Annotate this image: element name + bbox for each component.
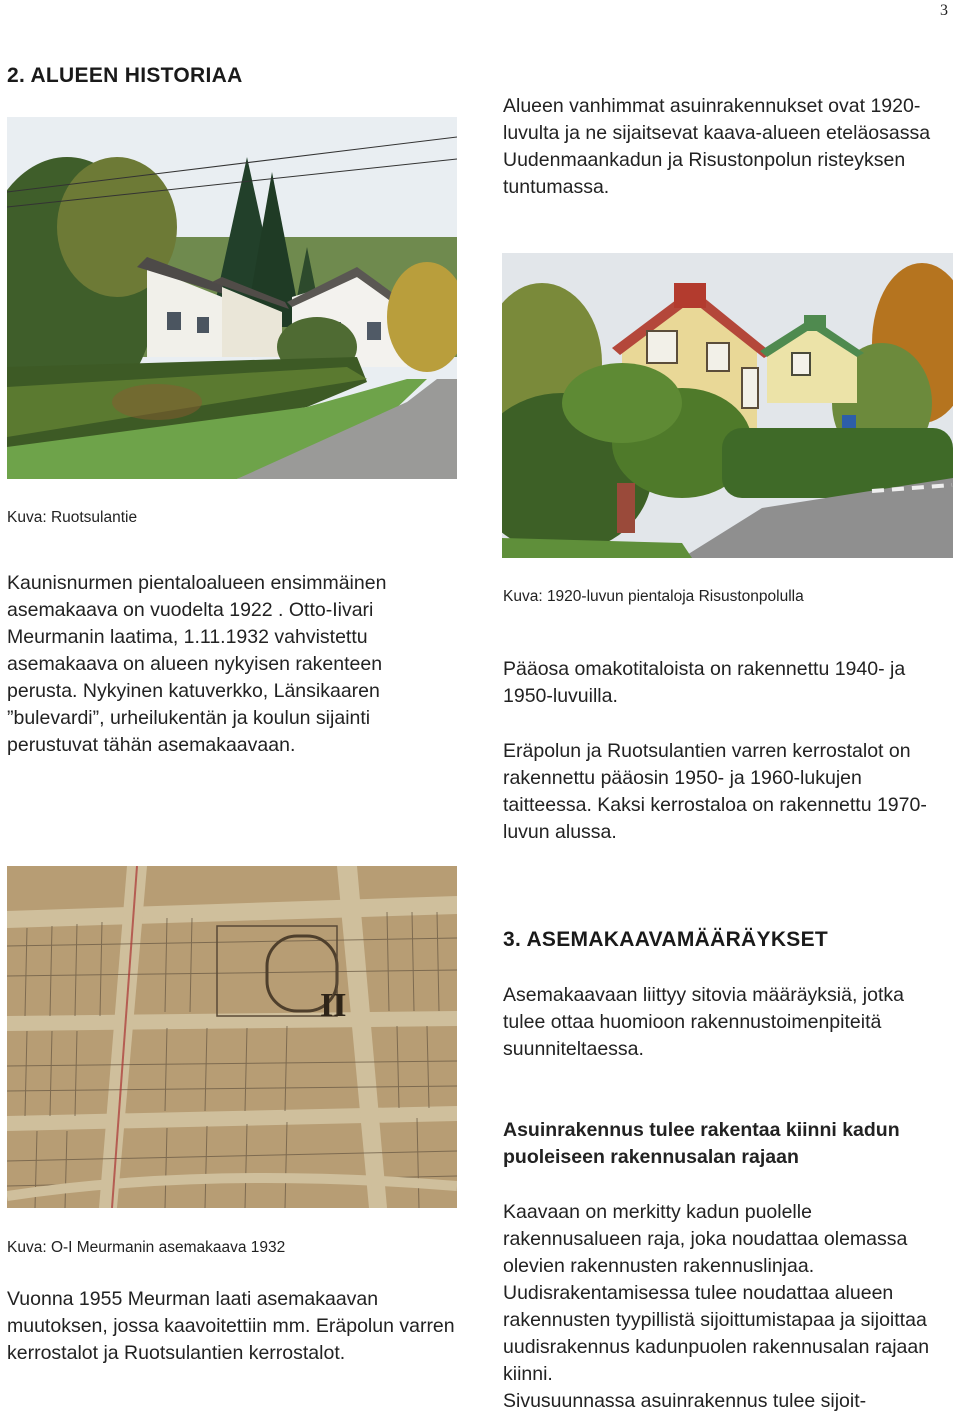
page-number: 3 (940, 2, 948, 19)
photo-ruotsulantie-caption: Kuva: Ruotsulantie (7, 509, 138, 526)
map-roman-numeral: II (320, 987, 347, 1024)
history-intro-text: Alueen vanhimmat asuinrakennukset ovat 1920-luvulta ja ne sijaitsevat kaava-alueen eteläosassa Uudenmaankadun ja Risustonpolun risteyksen tuntumassa. (503, 95, 931, 198)
section-heading-regulations: 3. ASEMAKAAVAMÄÄRÄYKSET (503, 928, 829, 951)
regulation-paragraph: Kaavaan on merkitty kadun puolelle rakennusalueen raja, joka noudattaa olemassa olevien rakennusten rakennuslinjaa. Uudisrakentamisessa tulee noudattaa alueen rakennusten tyypillistä sijoittumistapaa ja sijoittaa uudisrakennus kadunpuolen rakennusalan rajaan kiinni. (503, 1201, 930, 1385)
section-heading-history: 2. ALUEEN HISTORIAA (7, 64, 243, 87)
houses-paragraph: Pääosa omakotitaloista on rakennettu 1940- ja 1950-luvuilla. (503, 658, 906, 707)
regulations-intro-text: Asemakaavaan liittyy sitovia määräyksiä, jotka tulee ottaa huomioon rakennustoimenpiteitä suunniteltaessa. (503, 984, 904, 1060)
photo-ruotsulantie (7, 117, 457, 479)
side-placement-text: Sivusuunnassa asuinrakennus tulee sijoit- (503, 1390, 867, 1412)
apartment-blocks-paragraph: Eräpolun ja Ruotsulantien varren kerrostalot on rakennettu pääosin 1950- ja 1960-lukujen taitteessa. Kaksi kerrostaloa on rakennettu 1970-luvun alussa. (503, 740, 927, 843)
map-meurman-1932 (7, 866, 457, 1208)
regulation-subheading: Asuinrakennus tulee rakentaa kiinni kadun puoleiseen rakennusalan rajaan (503, 1119, 900, 1168)
map-caption: Kuva: O-I Meurmanin asemakaava 1932 (7, 1239, 286, 1256)
photo-houses-caption: Kuva: 1920-luvun pientaloja Risustonpolulla (503, 588, 804, 605)
history-paragraph: Kaunisnurmen pientaloalueen ensimmäinen asemakaava on vuodelta 1922 . Otto-Iivari Meurmanin laatima, 1.11.1932 vahvistettu asemakaava on alueen nykyisen rakenteen perusta. Nykyinen katuverkko, Länsikaaren ”bulevardi”, urheilukentän ja koulun sijainti perustuvat tähän asemakaavaan. (7, 572, 387, 756)
photo-risustonpolku-houses (502, 253, 953, 558)
change-1955-paragraph: Vuonna 1955 Meurman laati asemakaavan muutoksen, jossa kaavoitettiin mm. Eräpolun varren kerrostalot ja Ruotsulantien kerrostalot. (7, 1288, 455, 1364)
